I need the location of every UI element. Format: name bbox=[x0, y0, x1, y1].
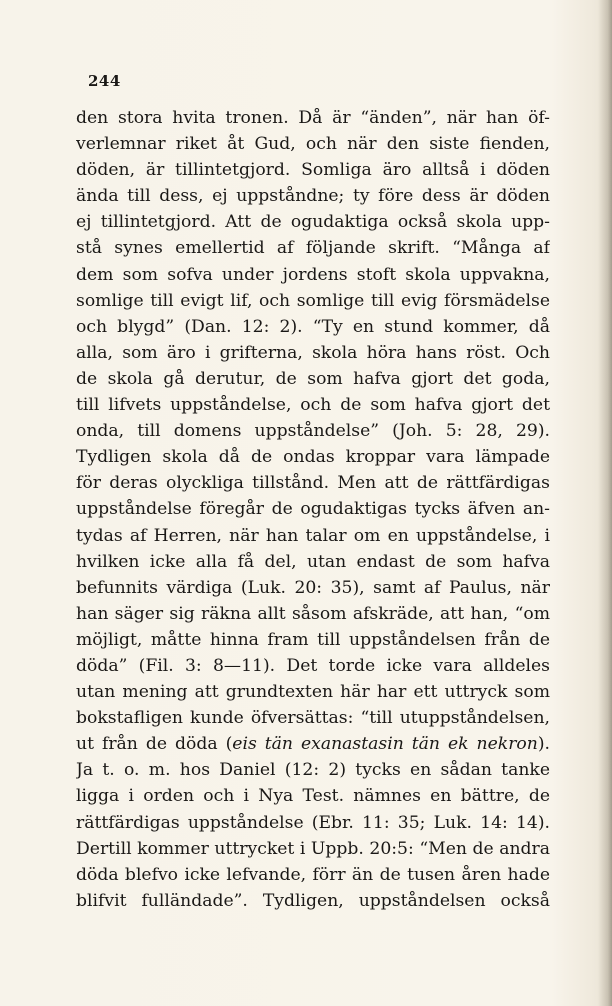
text-line: rättfärdigas uppståndelse (Ebr. 11: 35; Luk. 14: 14). bbox=[76, 812, 550, 833]
text-line: till lifvets uppståndelse, och de som hafva gjort det bbox=[76, 395, 550, 416]
text-line: hvilken icke alla få del, utan endast de som hafva bbox=[76, 551, 550, 572]
text-line: han säger sig räkna allt såsom afskräde, att han, “om bbox=[76, 603, 550, 624]
text-line: verlemnar riket åt Gud, och när den siste fienden, bbox=[76, 134, 550, 155]
page-number: 244 bbox=[88, 72, 121, 90]
text-line: blifvit fulländade”. Tydligen, uppståndelsen också bbox=[76, 890, 550, 911]
text-line: ända till dess, ej uppståndne; ty före dess är döden bbox=[76, 186, 550, 207]
text-line: Ja t. o. m. hos Daniel (12: 2) tycks en sådan tanke bbox=[76, 760, 550, 781]
text-line: uppståndelse föregår de ogudaktigas tycks äfven an- bbox=[76, 499, 550, 520]
text-line: de skola gå derutur, de som hafva gjort det goda, bbox=[76, 368, 550, 389]
text-line: och blygd” (Dan. 12: 2). “Ty en stund kommer, då bbox=[76, 316, 550, 337]
text-segment: ). bbox=[537, 734, 550, 755]
text-line: döden, är tillintetgjord. Somliga äro alltså i döden bbox=[76, 160, 550, 181]
text-line: befunnits värdiga (Luk. 20: 35), samt af Paulus, när bbox=[76, 577, 550, 598]
text-line: utan mening att grundtexten här har ett uttryck som bbox=[76, 682, 550, 703]
text-line: döda blefvo icke lefvande, förr än de tusen åren hade bbox=[76, 864, 550, 885]
text-line-with-greek-transliteration bbox=[76, 731, 550, 757]
text-line: stå synes emellertid af följande skrift. “Många af bbox=[76, 238, 550, 259]
text-line: ligga i orden och i Nya Test. nämnes en bättre, de bbox=[76, 786, 550, 807]
text-line: bokstafligen kunde öfversättas: “till utuppståndelsen, bbox=[76, 708, 550, 729]
body-text bbox=[76, 105, 550, 914]
text-line: ej tillintetgjord. Att de ogudaktiga också skola upp- bbox=[76, 212, 550, 233]
page-edge-shadow bbox=[598, 0, 612, 1006]
text-segment: ut från de döda ( bbox=[76, 734, 233, 755]
text-line: möjligt, måtte hinna fram till uppståndelsen från de bbox=[76, 629, 550, 650]
greek-transliteration: eis tän exanastasin tän ek nekron bbox=[232, 734, 538, 755]
text-line: för deras olyckliga tillstånd. Men att de rättfärdigas bbox=[76, 473, 550, 494]
text-line: somlige till evigt lif, och somlige till evig försmädelse bbox=[76, 290, 550, 311]
text-line: döda” (Fil. 3: 8—11). Det torde icke vara alldeles bbox=[76, 655, 550, 676]
text-line: den stora hvita tronen. Då är “änden”, när han öf- bbox=[76, 108, 550, 128]
text-line: dem som sofva under jordens stoft skola uppvakna, bbox=[76, 264, 550, 285]
text-line: Dertill kommer uttrycket i Uppb. 20:5: “Men de andra bbox=[76, 838, 550, 859]
text-line: alla, som äro i grifterna, skola höra hans röst. Och bbox=[76, 342, 550, 363]
text-line: Tydligen skola då de ondas kroppar vara lämpade bbox=[76, 447, 550, 468]
text-line: tydas af Herren, när han talar om en uppståndelse, i bbox=[76, 525, 550, 546]
text-line: onda, till domens uppståndelse” (Joh. 5: 28, 29). bbox=[76, 421, 550, 442]
